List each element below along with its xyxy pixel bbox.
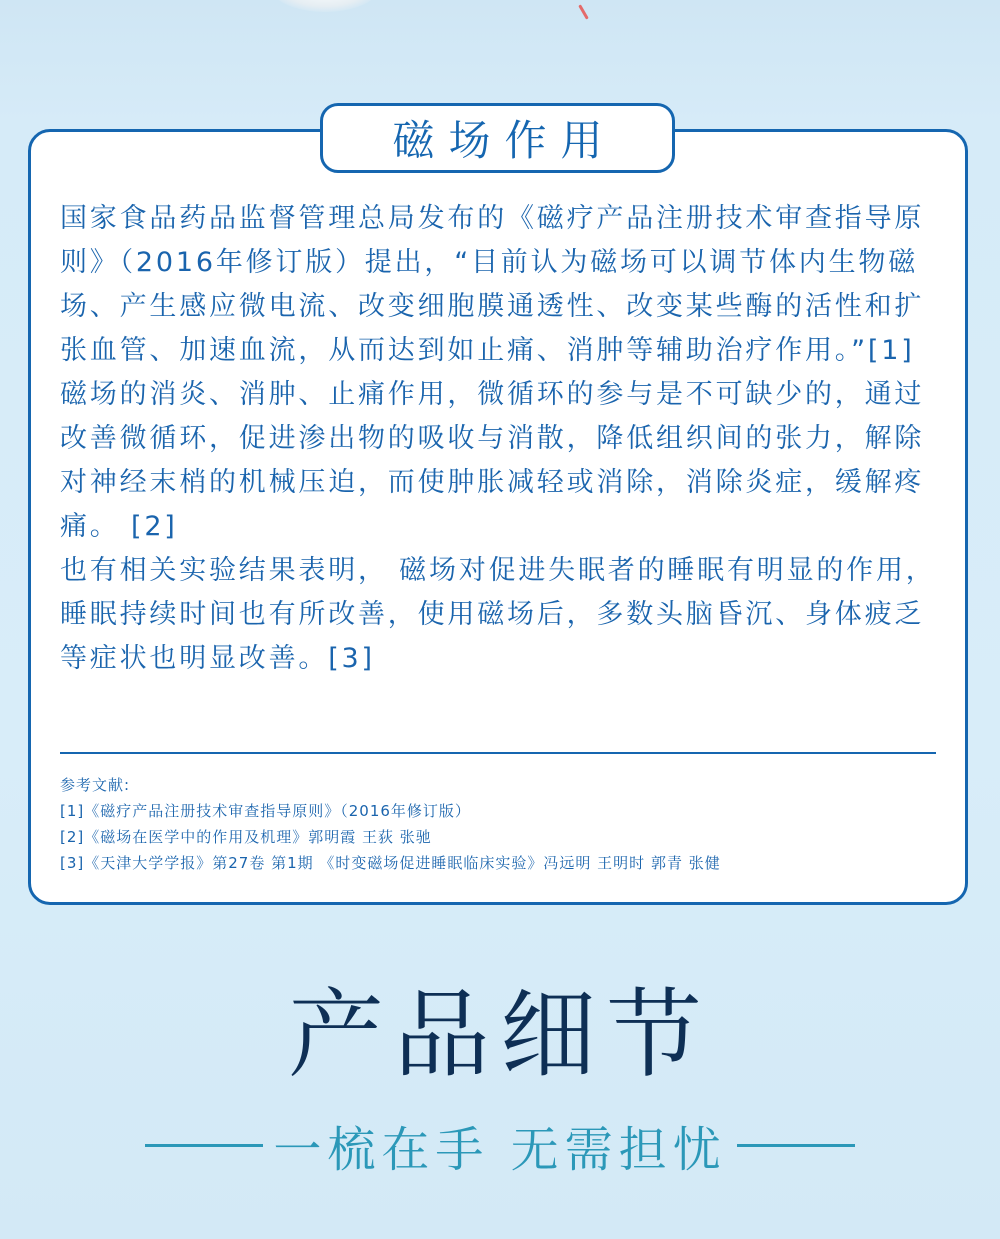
card-body	[60, 197, 945, 681]
subtitle-left-rule	[145, 1144, 263, 1147]
card-title: 磁场作用	[320, 103, 675, 173]
paragraph-2: 磁场的消炎、消肿、止痛作用，微循环的参与是不可缺少的，通过改善微循环，促进渗出物的吸收与消散，降低组织间的张力，解除对神经末梢的机械压迫，而使肿胀减轻或消除，消除炎症，缓解疼痛。 [2]	[60, 379, 925, 542]
reference-item: [1]《磁疗产品注册技术审查指导原则》（2016年修订版）	[60, 802, 471, 820]
divider	[60, 752, 936, 754]
section-subtitle: 一梳在手 无需担忧	[273, 1121, 727, 1178]
product-image-fragment	[270, 0, 380, 12]
section-title: 产品细节	[288, 979, 712, 1091]
subtitle-row	[0, 1110, 1000, 1180]
reference-item: [3]《天津大学学报》第27卷 第1期 《时变磁场促进睡眠临床实验》冯远明 王明时 郭青 张健	[60, 854, 721, 872]
subtitle-right-rule	[737, 1144, 855, 1147]
paragraph-1: 国家食品药品监督管理总局发布的《磁疗产品注册技术审查指导原则》（2016年修订版）提出，“目前认为磁场可以调节体内生物磁场、产生感应微电流、改变细胞膜通透性、改变某些酶的活性和扩张血管、加速血流，从而达到如止痛、消肿等辅助治疗作用。”[1]	[60, 203, 925, 366]
references	[60, 772, 940, 876]
paragraph-3: 也有相关实验结果表明， 磁场对促进失眠者的睡眠有明显的作用，睡眠持续时间也有所改善，使用磁场后，多数头脑昏沉、身体疲乏等症状也明显改善。[3]	[60, 555, 936, 674]
reference-item: [2]《磁场在医学中的作用及机理》郭明霞 王荻 张驰	[60, 828, 432, 846]
references-heading: 参考文献:	[60, 776, 131, 794]
decorative-mark	[578, 4, 589, 19]
